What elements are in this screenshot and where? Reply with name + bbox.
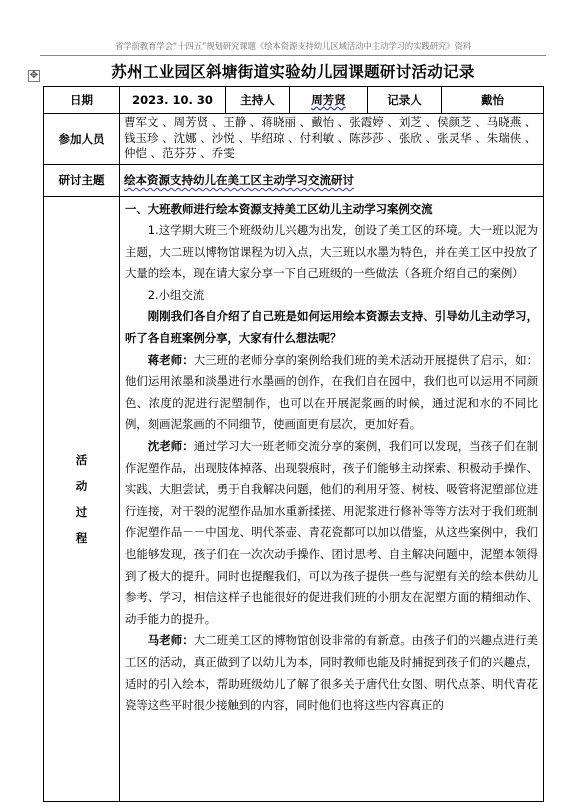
participants-value[interactable]: 曹军文 、周芳贤 、王静 、蒋晓丽 、戴怡 、张霞婷 、刘芝 、侯颜芝 、马晓燕 、钱玉珍 、沈娜 、沙悦 、毕绍琼 、付利敏 、陈莎莎 、张欣 、张灵华 、朱瑞侠 、仲恺 、范芬芬 、乔雯 bbox=[120, 114, 544, 165]
paragraph-question: 刚刚我们各自介绍了自己班是如何运用绘本资源去支持、引导幼儿主动学习，听了各自班案例分享，大家有什么想法呢？ bbox=[125, 309, 538, 346]
host-label: 主持人 bbox=[226, 87, 290, 114]
speaker-name: 蒋老师： bbox=[147, 352, 194, 367]
speaker-text: 大三班的老师分享的案例给我们班的美术活动开展提供了启示，如：他们运用浓墨和淡墨进行水墨画的创作，在我们自在园中，我们也可以运用不同颜色、浓度的泥进行泥塑制作，也可以在开展泥浆画的时候，通过泥和水的不同比例，刻画泥浆画的不同细节，使画面更有层次，更加好看。 bbox=[125, 352, 538, 432]
paragraph-group-discussion: 2.小组交流 bbox=[147, 287, 205, 302]
host-value[interactable] bbox=[290, 87, 368, 114]
topic-row bbox=[44, 164, 544, 196]
document-header: 省学前教育学会“十四五”规划研究课题《绘本资源支持幼儿区域活动中主动学习的实践研究》资料 bbox=[40, 40, 546, 56]
process-label-char: 动 bbox=[75, 478, 88, 493]
record-table bbox=[43, 86, 544, 802]
paragraph-speaker-jiang bbox=[125, 350, 538, 436]
date-label: 日期 bbox=[44, 87, 120, 114]
recorder-value[interactable]: 戴怡 bbox=[442, 87, 544, 114]
paragraph-intro: 1.这学期大班三个班级幼儿兴趣为出发，创设了美工区的环境。大一班以泥为主题，大二班以博物馆课程为切入点，大三班以水墨为特色，并在美工区中投放了大量的绘本，现在请大家分享一下自己班级的一些做法（各班介绍自己的案例） bbox=[125, 223, 538, 281]
table-move-handle-icon[interactable]: ✥ bbox=[29, 70, 39, 81]
process-label bbox=[44, 196, 120, 801]
process-label-char: 程 bbox=[75, 530, 88, 545]
section-heading: 一、大班教师进行绘本资源支持美工区幼儿主动学习案例交流 bbox=[125, 201, 433, 216]
speaker-name: 马老师： bbox=[147, 633, 194, 648]
process-label-char: 活 bbox=[75, 452, 88, 467]
participants-row bbox=[44, 114, 544, 165]
date-value[interactable]: 2023. 10. 30 bbox=[120, 87, 226, 114]
recorder-label: 记录人 bbox=[368, 87, 442, 114]
speaker-text: 大二班美工区的博物馆创设非常的有新意。由孩子们的兴趣点进行美工区的活动，真正做到了以幼儿为本，同时教师也能及时捕捉到孩子们的兴趣点，适时的引入绘本，帮助班级幼儿了解了很多关于唐代仕女图、明代点茶、明代青花瓷等这些平时很少接触到的内容，同时他们也将这些内容真正的 bbox=[125, 633, 538, 713]
participants-label: 参加人员 bbox=[44, 114, 120, 165]
process-row bbox=[44, 196, 544, 801]
meta-row bbox=[44, 87, 544, 114]
speaker-text: 通过学习大一班老师交流分享的案例，我们可以发现，当孩子们在制作泥塑作品，出现肢体掉落、出现裂痕时，孩子们能够主动探索、积极动手操作、实践、大胆尝试，勇于自我解决问题，他们的利用牙签、树枝、吸管将泥塑部位进行连接，对干裂的泥塑作品加水重新揉搓、用泥浆进行修补等等方法对于我们班制作泥塑作品－－中国龙、明代茶壶、青花瓷都可以加以借鉴，从这些案例中，我们也能够发现，孩子们在一次次动手操作、团讨思考、自主解决问题中，泥塑本领得到了极大的提升。同时也提醒我们，可以为孩子提供一些与泥塑有关的绘本供幼儿参考、学习，相信这样子也能很好的促进我们班的小朋友在泥塑方面的精细动作、动手能力的提升。 bbox=[125, 439, 538, 626]
speaker-name: 沈老师： bbox=[147, 439, 194, 454]
paragraph-speaker-ma bbox=[125, 630, 538, 716]
process-label-char: 过 bbox=[75, 504, 88, 519]
document-title: 苏州工业园区斜塘街道实验幼儿园课题研讨活动记录 bbox=[111, 62, 475, 81]
paragraph-speaker-shen bbox=[125, 436, 538, 630]
process-content[interactable] bbox=[120, 196, 544, 801]
host-name: 周芳贤 bbox=[311, 93, 346, 107]
topic-value[interactable]: 绘本资源支持幼儿在美工区主动学习交流研讨 bbox=[120, 164, 544, 196]
topic-label: 研讨主题 bbox=[44, 164, 120, 196]
